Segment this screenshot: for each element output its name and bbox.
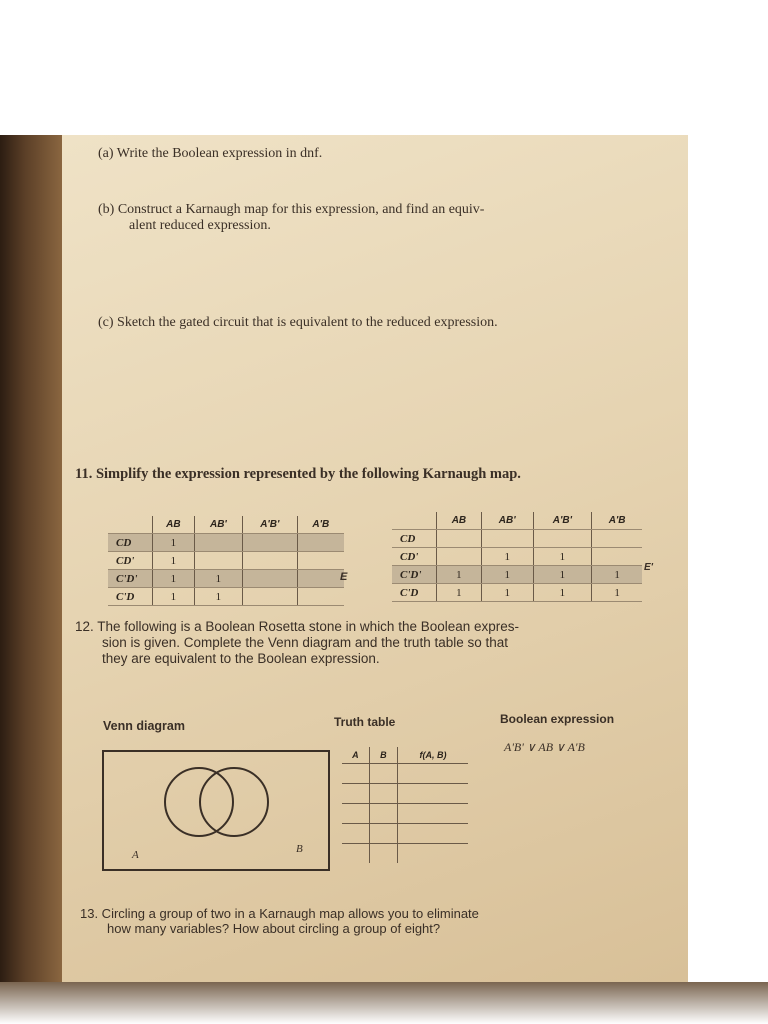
kmap-cell: 1: [153, 534, 195, 552]
kmap-left-tag: E: [340, 571, 348, 583]
q12-line2: sion is given. Complete the Venn diagram and the truth table so that: [102, 635, 509, 650]
kmap-cell: [592, 548, 642, 566]
background-surface: [0, 135, 62, 1024]
kmap-cell: [297, 570, 344, 588]
kmap-left: [108, 516, 344, 606]
kmap-cell: 1: [153, 588, 195, 606]
q12-line3: they are equivalent to the Boolean expression.: [102, 651, 380, 666]
q12-line1: 12. The following is a Boolean Rosetta stone in which the Boolean expres-: [75, 619, 520, 634]
boolean-expression: A'B' ∨ AB ∨ A'B: [504, 740, 585, 754]
kmap-cell: [297, 552, 344, 570]
kmap-cell: [242, 588, 297, 606]
truth-cell[interactable]: [369, 784, 397, 804]
truth-table: [342, 747, 468, 863]
kmap-right-tag: E': [644, 562, 654, 573]
kmap-right-row-2: C'D': [392, 566, 437, 584]
kmap-right-row-3: C'D: [392, 584, 437, 602]
kmap-cell: [194, 552, 242, 570]
truth-col-b: B: [369, 747, 397, 764]
kmap-right-col-0: AB: [437, 512, 482, 530]
kmap-cell: [437, 530, 482, 548]
venn-label-a: A: [132, 849, 139, 861]
kmap-cell: 1: [437, 566, 482, 584]
kmap-cell: [481, 530, 533, 548]
truth-col-f: f(A, B): [398, 747, 469, 764]
truth-cell[interactable]: [369, 804, 397, 824]
venn-label-b: B: [296, 843, 303, 855]
kmap-left-col-3: A'B: [297, 516, 344, 534]
kmap-cell: 1: [533, 548, 592, 566]
kmap-cell: [242, 570, 297, 588]
boolean-expression-heading: Boolean expression: [500, 712, 615, 726]
kmap-cell: 1: [194, 570, 242, 588]
background-bottom: [0, 982, 768, 1024]
kmap-cell: 1: [592, 566, 642, 584]
q10-part-b-line2: alent reduced expression.: [129, 218, 271, 233]
kmap-cell: 1: [481, 584, 533, 602]
truth-cell[interactable]: [342, 844, 369, 864]
kmap-cell: 1: [194, 588, 242, 606]
kmap-cell: [297, 534, 344, 552]
kmap-cell: 1: [481, 566, 533, 584]
truth-cell[interactable]: [369, 844, 397, 864]
kmap-cell: [533, 530, 592, 548]
kmap-cell: [592, 530, 642, 548]
kmap-cell: [437, 548, 482, 566]
kmap-left-col-0: AB: [153, 516, 195, 534]
kmap-right-row-1: CD': [392, 548, 437, 566]
venn-diagram: [102, 750, 330, 871]
truth-cell[interactable]: [342, 824, 369, 844]
kmap-left-row-3: C'D: [108, 588, 153, 606]
q10-part-b-line1: (b) Construct a Karnaugh map for this expression, and find an equiv-: [98, 202, 485, 217]
truth-cell[interactable]: [398, 804, 469, 824]
truth-table-heading: Truth table: [334, 715, 396, 729]
kmap-cell: 1: [481, 548, 533, 566]
truth-cell[interactable]: [398, 824, 469, 844]
truth-cell[interactable]: [398, 764, 469, 784]
truth-col-a: A: [352, 750, 359, 760]
kmap-cell: [194, 534, 242, 552]
kmap-cell: 1: [153, 552, 195, 570]
kmap-cell: [242, 534, 297, 552]
q13-line1: 13. Circling a group of two in a Karnaugh map allows you to eliminate: [80, 906, 479, 921]
truth-cell[interactable]: [342, 764, 369, 784]
kmap-left-col-1: AB': [194, 516, 242, 534]
truth-cell[interactable]: [369, 764, 397, 784]
kmap-left-row-1: CD': [108, 552, 153, 570]
q10-part-c: (c) Sketch the gated circuit that is equivalent to the reduced expression.: [98, 315, 498, 330]
kmap-right-col-1: AB': [481, 512, 533, 530]
kmap-right: [392, 512, 642, 602]
kmap-right-col-2: A'B': [533, 512, 592, 530]
kmap-left-row-0: CD: [108, 534, 153, 552]
kmap-right-row-0: CD: [392, 530, 437, 548]
kmap-left-row-2: C'D': [108, 570, 153, 588]
venn-heading: Venn diagram: [103, 719, 185, 733]
textbook-page: [62, 135, 688, 982]
q10-part-a: (a) Write the Boolean expression in dnf.: [98, 146, 323, 161]
truth-cell[interactable]: [398, 844, 469, 864]
kmap-cell: 1: [153, 570, 195, 588]
q11-prompt: 11. Simplify the expression represented by the following Karnaugh map.: [75, 466, 521, 482]
kmap-left-col-2: A'B': [242, 516, 297, 534]
truth-cell[interactable]: [342, 804, 369, 824]
kmap-right-col-3: A'B: [592, 512, 642, 530]
kmap-cell: 1: [437, 584, 482, 602]
kmap-cell: 1: [592, 584, 642, 602]
q13-line2: how many variables? How about circling a group of eight?: [107, 921, 441, 936]
kmap-cell: [242, 552, 297, 570]
kmap-cell: 1: [533, 584, 592, 602]
truth-cell[interactable]: [342, 784, 369, 804]
kmap-cell: [297, 588, 344, 606]
kmap-cell: 1: [533, 566, 592, 584]
truth-cell[interactable]: [369, 824, 397, 844]
truth-cell[interactable]: [398, 784, 469, 804]
